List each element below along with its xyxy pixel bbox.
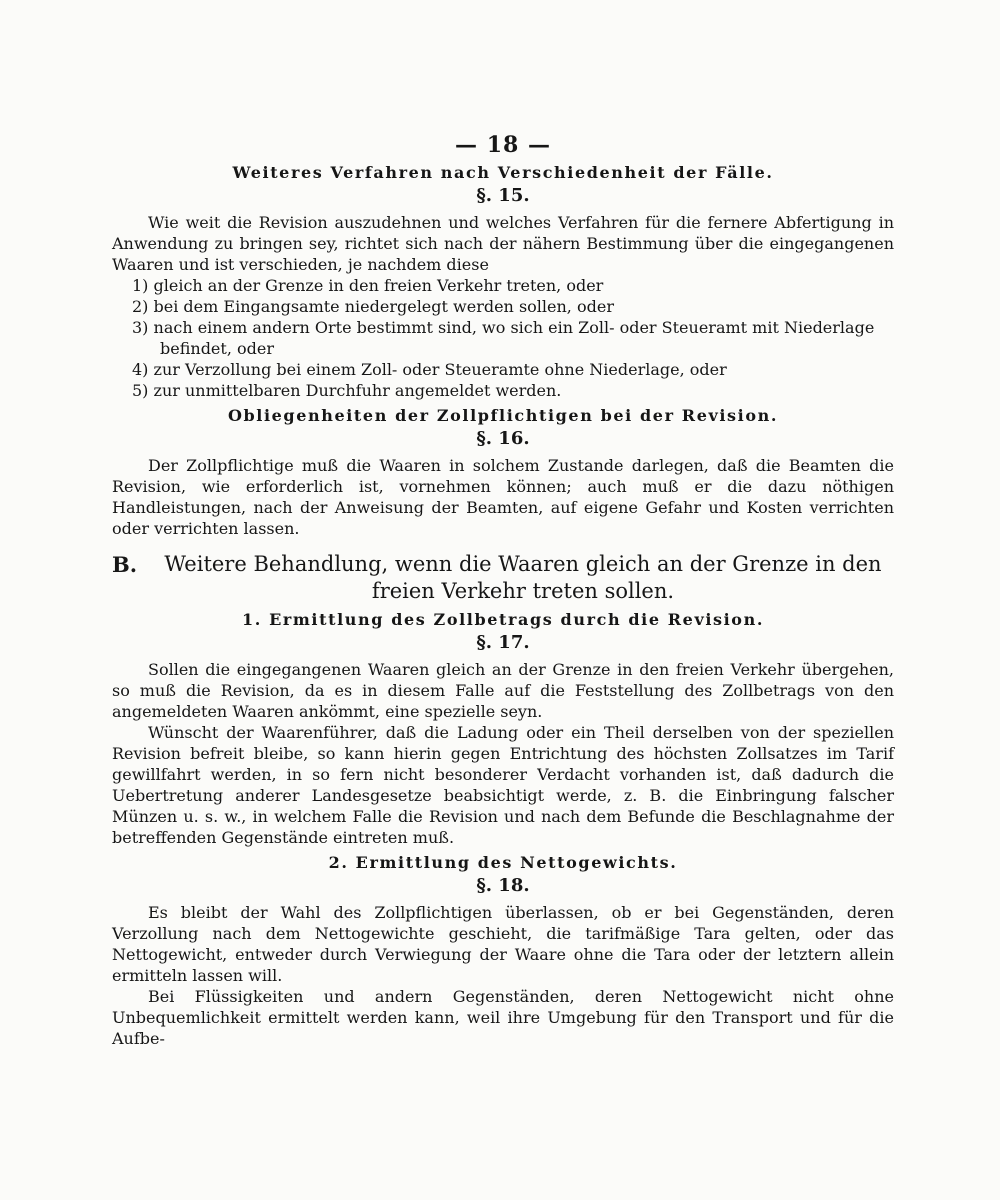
list-item: 1) gleich an der Grenze in den freien Verkehr treten, oder [132, 276, 604, 295]
section-18-number: §. 18. [476, 875, 530, 896]
major-heading-label: B. [112, 552, 138, 577]
page-number: — 18 — [455, 132, 551, 158]
section-17-paragraph-1: Sollen die eingegangenen Waaren gleich an der Grenze in den freien Verkehr übergehen, so muß die Revision, da es in diesem Falle auf die Feststellung des Zollbetrags von den angemeldeten Waaren ankömmt, eine spezielle seyn. [112, 660, 894, 721]
list-item: 3) nach einem andern Orte bestimmt sind, wo sich ein Zoll- oder Steueramt mit Niederlage befindet, oder [132, 318, 875, 358]
section-16-paragraph: Der Zollpflichtige muß die Waaren in solchem Zustande darlegen, daß die Beamten die Revision, wie erforderlich ist, vornehmen können; auch muß er die dazu nöthigen Handleistungen, nach der Anweisung der Beamten, auf eigene Gefahr und Kosten verrichten oder verrichten lassen. [112, 456, 894, 538]
list-item: 5) zur unmittelbaren Durchfuhr angemeldet werden. [132, 381, 562, 400]
list-item: 2) bei dem Eingangsamte niedergelegt werden sollen, oder [132, 297, 614, 316]
heading-weiteres-verfahren: Weiteres Verfahren nach Verschiedenheit der Fälle. [232, 163, 774, 182]
heading-obliegenheiten: Obliegenheiten der Zollpflichtigen bei der Revision. [227, 406, 779, 425]
section-17-number: §. 17. [476, 632, 530, 653]
section-15-paragraph: Wie weit die Revision auszudehnen und welches Verfahren für die fernere Abfertigung in Anwendung zu bringen sey, richtet sich nach der nähern Bestimmung über die eingegangenen Waaren und ist verschieden, je nachdem diese [112, 213, 894, 274]
major-heading-b [112, 551, 894, 605]
heading-ermittlung-zollbetrag: 1. Ermittlung des Zollbetrags durch die Revision. [242, 610, 764, 629]
section-15-number: §. 15. [476, 185, 530, 206]
section-16-number: §. 16. [476, 428, 530, 449]
section-18-paragraph-2: Bei Flüssigkeiten und andern Gegenständen, deren Nettogewicht nicht ohne Unbequemlichkeit ermittelt werden kann, weil ihre Umgebung für den Transport und für die Aufbe- [112, 987, 894, 1048]
list-item: 4) zur Verzollung bei einem Zoll- oder Steueramte ohne Niederlage, oder [132, 360, 727, 379]
section-15-list [112, 275, 894, 401]
major-heading-title: Weitere Behandlung, wenn die Waaren gleich an der Grenze in den freien Verkehr treten sollen. [164, 552, 882, 603]
page-content [112, 128, 894, 1049]
section-17-paragraph-2: Wünscht der Waarenführer, daß die Ladung oder ein Theil derselben von der speziellen Revision befreit bleibe, so kann hierin gegen Entrichtung des höchsten Zollsatzes im Tarif gewillfahrt werden, in so fern nicht besonderer Verdacht vorhanden ist, daß dadurch die Uebertretung anderer Landesgesetze beabsichtigt werde, z. B. die Einbringung falscher Münzen u. s. w., in welchem Falle die Revision und nach dem Befunde die Beschlagnahme der betreffenden Gegenstände eintreten muß. [112, 723, 894, 847]
section-18-paragraph-1: Es bleibt der Wahl des Zollpflichtigen überlassen, ob er bei Gegenständen, deren Verzollung nach dem Nettogewichte geschieht, die tarifmäßige Tara gelten, oder das Nettogewicht, entweder durch Verwiegung der Waare ohne die Tara oder der letztern allein ermitteln lassen will. [112, 903, 894, 985]
heading-ermittlung-nettogewicht: 2. Ermittlung des Nettogewichts. [328, 853, 678, 872]
